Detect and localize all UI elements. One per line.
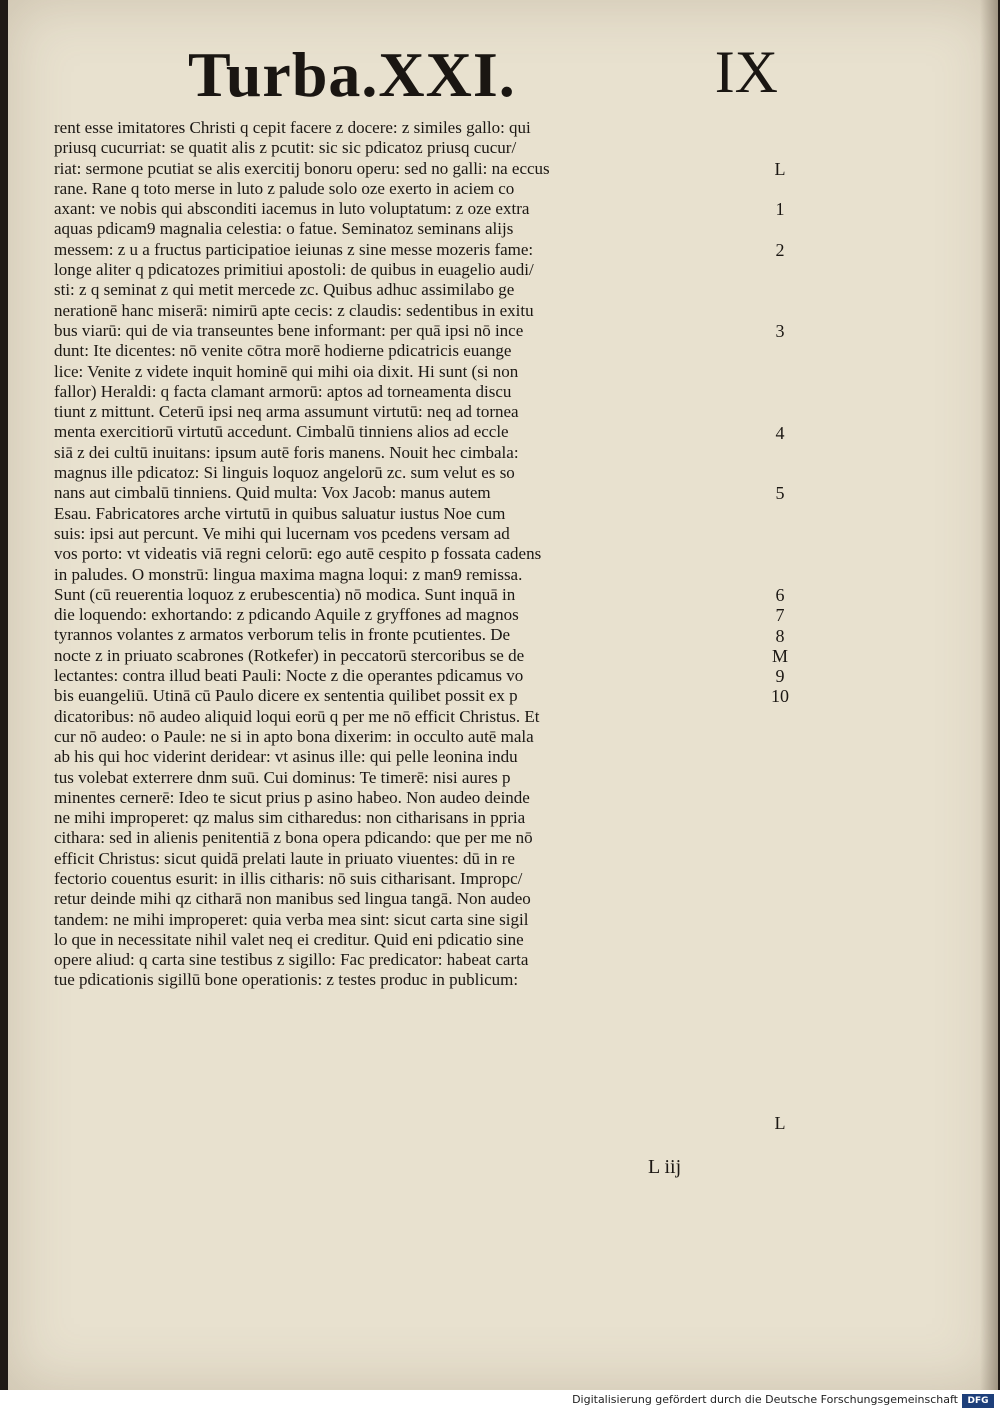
- margin-note: 8: [775, 625, 785, 646]
- text-line: tus volebat exterrere dnm suū. Cui dominus: Te timerē: nisi aures p: [54, 767, 511, 787]
- text-line: sti: z q seminat z qui metit mercede zc. Quibus adhuc assimilabo ge: [54, 280, 515, 300]
- folio-number: IX: [714, 39, 778, 105]
- text-line: rent esse imitatores Christi q cepit facere z docere: z similes gallo: qui: [54, 118, 531, 137]
- text-line: cithara: sed in alienis penitentiā z bona opera pdicando: que per me nō: [54, 828, 533, 848]
- footer-credit: Digitalisierung gefördert durch die Deutsche Forschungsgemeinschaft: [572, 1393, 958, 1406]
- margin-note: 6: [775, 584, 785, 605]
- margin-note: L: [774, 158, 786, 179]
- margin-note: 4: [775, 422, 785, 443]
- text-line: lo que in necessitate nihil valet neq ei creditur. Quid eni pdicatio sine: [54, 929, 524, 949]
- text-line: fectorio couentus esurit: in illis citharis: nō suis citharisant. Impropc/: [54, 868, 523, 888]
- text-line: retur deinde mihi qz citharā non manibus sed lingua tangā. Non audeo: [54, 889, 531, 909]
- text-line: lectantes: contra illud beati Pauli: Nocte z die operantes pdicamus vo: [54, 666, 524, 686]
- text-line: magnus ille pdicatoz: Si linguis loquoz angelorū zc. sum velut es so: [54, 463, 515, 483]
- text-line: Sunt (cū reuerentia loquoz z erubescentia) nō modica. Sunt inquā in: [54, 584, 516, 604]
- margin-note: L: [774, 1112, 786, 1133]
- text-line: bus viarū: qui de via transeuntes bene informant: per quā ipsi nō ince: [54, 320, 524, 340]
- text-line: bis euangeliū. Utinā cū Paulo dicere ex sententia quilibet possit ex p: [54, 686, 518, 706]
- running-title: Turba.XXI.: [188, 39, 516, 110]
- text-line: ne mihi improperet: qz malus sim citharedus: non citharisans in ppria: [54, 808, 526, 828]
- text-line: riat: sermone pcutiat se alis exercitij bonoru operu: sed no galli: na eccus: [54, 158, 550, 178]
- text-line: Esau. Fabricatores arche virtutū in quibus saluatur iustus Noe cum: [54, 503, 506, 523]
- margin-note: M: [771, 645, 788, 666]
- margin-note: 3: [775, 321, 785, 341]
- margin-note: 10: [771, 686, 789, 707]
- text-line: rane. Rane q toto merse in luto z palude solo oze exerto in aciem co: [54, 178, 515, 198]
- text-line: suis: ipsi aut percunt. Ve mihi qui lucernam vos pcedens versam ad: [54, 523, 510, 543]
- signature-mark: L iij: [648, 1156, 682, 1178]
- text-line: tiunt z mittunt. Ceterū ipsi neq arma assumunt virtutū: neq ad tornea: [54, 402, 519, 422]
- book-page: [8, 0, 998, 1390]
- text-line: aquas pdicam9 magnalia celestia: o fatue. Seminatoz seminans alijs: [54, 219, 514, 239]
- dfg-logo-icon: DFG: [962, 1394, 994, 1408]
- text-line: nans aut cimbalū tinniens. Quid multa: Vox Jacob: manus autem: [54, 483, 491, 503]
- digitization-footer: [0, 1390, 1000, 1413]
- text-line: menta exercitiorū virtutū accedunt. Cimbalū tinniens alios ad eccle: [54, 422, 509, 442]
- text-line: fallor) Heraldi: q facta clamant armorū: aptos ad torneamenta discu: [54, 381, 512, 401]
- text-line: efficit Christus: sicut quidā prelati laute in priuato viuentes: dū in re: [54, 848, 515, 868]
- text-line: die loquendo: exhortando: z pdicando Aquile z gryffones ad magnos: [54, 605, 519, 625]
- text-line: lice: Venite z videte inquit hominē qui mihi oia dixit. Hi sunt (si non: [54, 361, 519, 381]
- text-line: minentes cernerē: Ideo te sicut prius p asino habeo. Non audeo deinde: [54, 787, 530, 807]
- text-line: ab his qui hoc viderint deridear: vt asinus ille: qui pelle leonina indu: [54, 747, 518, 767]
- margin-note: 2: [775, 239, 785, 260]
- text-line: tandem: ne mihi improperet: quia verba mea sint: sicut carta sine sigil: [54, 909, 529, 929]
- margin-note: 1: [775, 199, 785, 220]
- text-line: dicatoribus: nō audeo aliquid loqui eorū q per me nō efficit Christus. Et: [54, 706, 540, 726]
- text-line: longe aliter q pdicatozes primitiui apostoli: de quibus in euagelio audi/: [54, 260, 534, 280]
- text-line: priusq cucurriat: se quatit alis z pcutit: sic sic pdicatoz priusq cucur/: [54, 138, 517, 158]
- text-line: cur nō audeo: o Paule: ne si in apto bona dixerim: in occulto autē mala: [54, 726, 534, 746]
- text-line: nerationē hanc miserā: nimirū apte cecis: z claudis: sedentibus in exitu: [54, 300, 534, 320]
- text-line: tue pdicationis sigillū bone operationis: z testes produc in publicum:: [54, 970, 519, 990]
- body-text: [54, 118, 769, 991]
- text-line: siā z dei cultū inuitans: ipsum autē foris manens. Nouit hec cimbala:: [54, 442, 519, 462]
- margin-note: 7: [775, 605, 785, 626]
- text-line: tyrannos volantes z armatos verborum telis in fronte pcutientes. De: [54, 625, 511, 645]
- text-line: dunt: Ite dicentes: nō venite cōtra morē hodierne pdicatricis euange: [54, 341, 512, 361]
- page-header: [168, 38, 778, 108]
- margin-note: 5: [775, 483, 785, 504]
- margin-note: 9: [775, 666, 785, 687]
- text-line: opere aliud: q carta sine testibus z sigillo: Fac predicator: habeat carta: [54, 950, 529, 970]
- text-line: messem: z u a fructus participatioe ieiunas z sine messe mozeris fame:: [54, 239, 534, 259]
- text-line: nocte z in priuato scabrones (Rotkefer) in peccatorū stercoribus se de: [54, 645, 525, 665]
- page-edge-shadow: [980, 0, 998, 1390]
- text-line: vos porto: vt videatis viā regni celorū: ego autē cespito p fossata cadens: [54, 544, 542, 564]
- text-line: in paludes. O monstrū: lingua maxima magna loqui: z man9 remissa.: [54, 564, 523, 584]
- text-line: axant: ve nobis qui absconditi iacemus in luto voluptatum: z oze extra: [54, 199, 530, 219]
